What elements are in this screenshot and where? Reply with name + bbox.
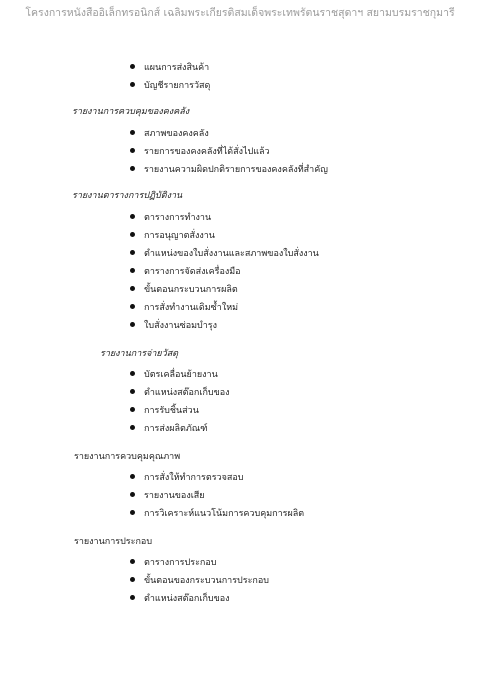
list-item	[130, 164, 328, 176]
list-item	[130, 248, 319, 260]
list-item-label: รายการของคงคลังที่ได้สั่งไปแล้ว	[144, 147, 270, 157]
list-item	[130, 62, 209, 74]
bullet-icon	[130, 425, 135, 430]
list-item-label: บัญชีรายการวัสดุ	[144, 81, 211, 91]
bullet-icon	[130, 214, 135, 219]
list-item	[130, 230, 215, 242]
bullet-icon	[130, 130, 135, 135]
bullet-icon	[130, 166, 135, 171]
list-item	[130, 369, 218, 381]
list-item-label: ตำแหน่งสต๊อกเก็บของ	[144, 594, 230, 604]
list-item	[130, 405, 199, 417]
list-item-label: ตำแหน่งของใบสั่งงานและสภาพของใบสั่งงาน	[144, 249, 319, 259]
bullet-icon	[130, 389, 135, 394]
list-item	[130, 508, 304, 520]
list-item	[130, 302, 238, 314]
list-item-label: รายงานของเสีย	[144, 491, 205, 501]
list-item	[130, 284, 238, 296]
bullet-icon	[130, 371, 135, 376]
bullet-icon	[130, 268, 135, 273]
list-item-label: ตารางการประกอบ	[144, 558, 217, 568]
list-item-label: การส่งผลิตภัณฑ์	[144, 424, 208, 434]
page-header: โครงการหนังสืออิเล็กทรอนิกส์ เฉลิมพระเกียรติสมเด็จพระเทพรัตนราชสุดาฯ สยามบรมราชกุมารี	[25, 7, 455, 19]
list-item	[130, 575, 269, 587]
bullet-icon	[130, 510, 135, 515]
list-item	[130, 146, 270, 158]
list-item-label: บัตรเคลื่อนย้ายงาน	[144, 370, 218, 380]
bullet-icon	[130, 559, 135, 564]
list-item-label: การสั่งทำงานเดิมซ้ำใหม่	[144, 303, 239, 313]
section-title-material-issue: รายงานการจ่ายวัสดุ	[100, 349, 179, 359]
list-item-label: การสั่งให้ทำการตรวจสอบ	[144, 473, 244, 483]
section-title-inventory-control: รายงานการควบคุมของคงคลัง	[72, 107, 190, 117]
section-title-work-schedule: รายงานตารางการปฏิบัติงาน	[72, 191, 183, 201]
bullet-icon	[130, 322, 135, 327]
list-item-label: สภาพของคงคลัง	[144, 129, 209, 139]
list-item	[130, 593, 230, 605]
bullet-icon	[130, 474, 135, 479]
bullet-icon	[130, 82, 135, 87]
list-item-label: แผนการส่งสินค้า	[144, 63, 210, 73]
list-item	[130, 423, 208, 435]
bullet-icon	[130, 286, 135, 291]
list-item	[130, 387, 230, 399]
bullet-icon	[130, 304, 135, 309]
bullet-icon	[130, 64, 135, 69]
list-item-label: การวิเคราะห์แนวโน้มการควบคุมการผลิต	[144, 509, 305, 519]
list-item	[130, 266, 241, 278]
bullet-icon	[130, 232, 135, 237]
list-item-label: ใบสั่งงานซ่อมบำรุง	[144, 321, 218, 331]
list-item-label: ขั้นตอนของกระบวนการประกอบ	[144, 576, 269, 586]
list-item	[130, 472, 244, 484]
list-item	[130, 80, 210, 92]
list-item	[130, 557, 216, 569]
bullet-icon	[130, 492, 135, 497]
list-item-label: ขั้นตอนกระบวนการผลิต	[144, 285, 238, 295]
section-title-assembly: รายงานการประกอบ	[74, 537, 153, 547]
list-item	[130, 128, 209, 140]
list-item-label: ตารางการทำงาน	[144, 213, 212, 223]
section-title-quality-control: รายงานการควบคุมคุณภาพ	[74, 452, 181, 462]
bullet-icon	[130, 595, 135, 600]
bullet-icon	[130, 148, 135, 153]
bullet-icon	[130, 577, 135, 582]
list-item	[130, 490, 205, 502]
list-item	[130, 320, 217, 332]
list-item-label: รายงานความผิดปกติรายการของคงคลังที่สำคัญ	[144, 165, 328, 175]
bullet-icon	[130, 250, 135, 255]
list-item-label: การรับชิ้นส่วน	[144, 406, 199, 416]
bullet-icon	[130, 407, 135, 412]
list-item-label: ตารางการจัดส่งเครื่องมือ	[144, 267, 241, 277]
list-item-label: การอนุญาตสั่งงาน	[144, 231, 215, 241]
list-item	[130, 212, 211, 224]
list-item-label: ตำแหน่งสต๊อกเก็บของ	[144, 388, 230, 398]
